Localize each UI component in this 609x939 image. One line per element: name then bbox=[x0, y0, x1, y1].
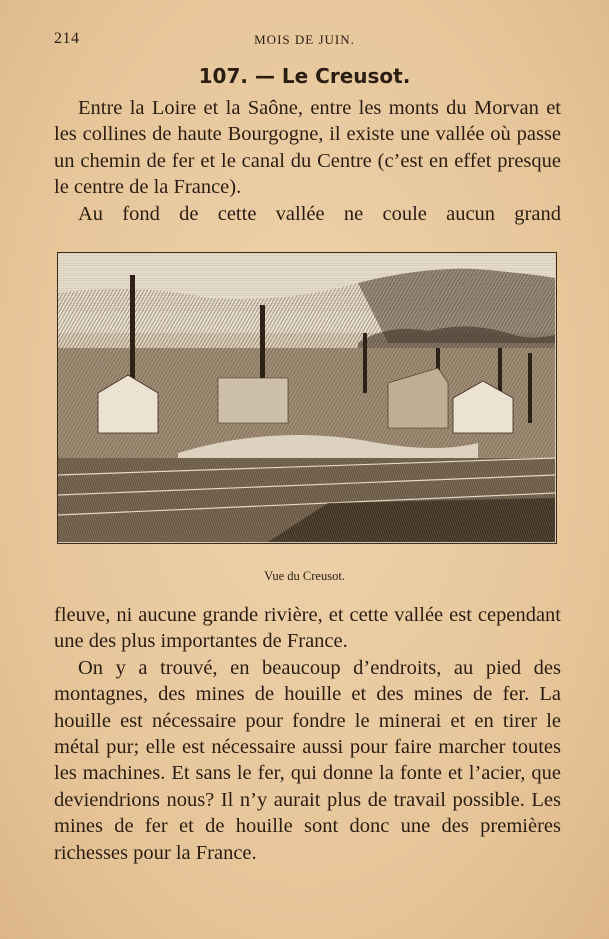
paragraph: Entre la Loire et la Saône, entre les monts du Morvan et les collines de haute Bourgogne, il existe une vallée où passe un chemin de fer et le canal du Centre (c’est en effet presque le centre de la France). bbox=[54, 97, 561, 199]
paragraph: fleuve, ni aucune grande rivière, et cette vallée est cependant une des plus importantes de France. bbox=[54, 604, 561, 653]
running-head: MOIS DE JUIN. bbox=[254, 32, 355, 47]
paragraph: Au fond de cette vallée ne coule aucun grand bbox=[78, 202, 561, 225]
page-number: 214 bbox=[54, 30, 80, 47]
factory-view-engraving bbox=[58, 253, 555, 542]
paragraph: On y a trouvé, en beaucoup d’endroits, au pied des montagnes, des mines de houille et des mines de fer. La houille est nécessaire pour fondre le minerai et en tirer le métal pur; elle est nécessaire aussi pour faire marcher toutes les machines. Et sans le fer, qui donne la fonte et l’acier, que deviendrions nous? Il n’y aurait plus de travail possible. Les mines de fer et de houille sont donc une des premières richesses pour la France. bbox=[54, 656, 561, 864]
text-block-bottom bbox=[54, 602, 561, 866]
engraving-illustration bbox=[57, 252, 557, 544]
chapter-title: 107. — Le Creusot. bbox=[198, 64, 411, 88]
illustration-caption: Vue du Creusot. bbox=[264, 569, 345, 583]
text-block-top bbox=[54, 95, 561, 227]
